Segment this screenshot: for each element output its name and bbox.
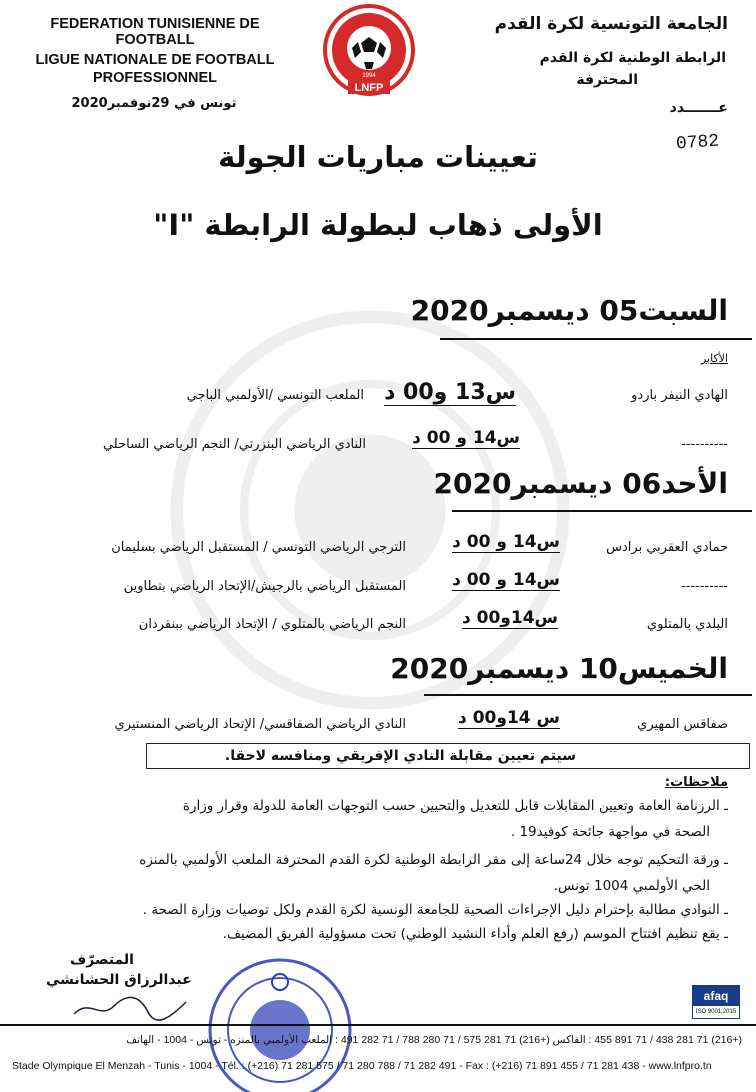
match-time: س13 و00 د [384, 380, 516, 405]
lnfp-logo [322, 4, 416, 108]
match-teams: النادي الرياضي البنزرتي/ النجم الرياضي الساحلي [102, 437, 366, 452]
match-teams: الملعب التونسي /الأولمبي الباجي [186, 388, 364, 403]
match-teams: الترجي الرياضي التونسي / المستقبل الرياضي بسليمان [111, 540, 406, 555]
match-stadium: الهادي النيفر باردو [631, 388, 728, 403]
notice-text: سيتم تعيين مقابلة النادي الإفريقي ومنافسه لاحقا. [224, 748, 576, 764]
signature-role: المتصرّف [70, 952, 134, 968]
category-label: الأكابر [700, 352, 728, 365]
footer-address-fr: Stade Olympique El Menzah - Tunis - 1004 - Tél. : (+216) 71 281 575 / 71 280 788 / 71 282 491 - Fax : (+216) 71 891 455 / 71 281 438 - www.lnfpro.tn [12, 1060, 712, 1072]
afaq-badge [692, 985, 740, 1019]
note-line: الصحة في مواجهة جائحة كوفيد19 . [510, 824, 710, 840]
match-stadium: ---------- [681, 437, 728, 452]
match-time: س14 و 00 د [412, 428, 520, 448]
match-teams: المستقبل الرياضي بالرجيش/الإتحاد الرياضي بتطاوين [123, 579, 406, 594]
signature-name: عبدالرزاق الحشانشي [46, 972, 192, 988]
note-line: ـ الرزنامة العامة وتعيين المقابلات قابل للتعديل والتحيين حسب التوجهات العامة للدولة وقرار وزارة [182, 798, 728, 814]
notes-heading: ملاحظات: [664, 775, 728, 790]
day-heading-1: السبت05 ديسمبر2020 [410, 294, 728, 327]
match-time: س 14و00 د [458, 708, 560, 728]
page-subtitle: الأولى ذهاب لبطولة الرابطة "I" [153, 208, 603, 242]
match-time: س14 و 00 د [452, 532, 560, 552]
league-name-ar: الرابطة الوطنية لكرة القدم [539, 50, 726, 66]
afaq-brand: afaq [693, 986, 739, 1006]
serial-number: 0782 [675, 131, 720, 155]
league-name-fr: LIGUE NATIONALE DE FOOTBALL [35, 52, 275, 68]
day-underline-1 [440, 338, 752, 340]
match-stadium: صفاقس المهيري [637, 717, 728, 732]
footer-divider [0, 1024, 756, 1026]
footer-address-ar: (+216) 71 281 438 / 71 891 455 : الفاكس (+216) 71 281 575 / 71 280 788 / 71 282 491 : الملعب الأولمبي بالمنزه - تونس - 1004 - الهاتف [126, 1034, 742, 1046]
day-underline-2 [452, 510, 752, 512]
note-line: ـ يقع تنظيم افتتاح الموسم (رفع العلم وأداء النشيد الوطني) تحت مسؤولية الفريق المضيف. [222, 926, 728, 942]
document-date: تونس في 29نوفمبر2020 [71, 96, 237, 111]
match-stadium: البلدي بالمتلوي [646, 617, 728, 632]
match-teams: النادي الرياضي الصفاقسي/ الإتحاد الرياضي المنستيري [114, 717, 406, 732]
match-teams: النجم الرياضي بالمتلوي / الإتحاد الرياضي ببنقردان [138, 617, 406, 632]
iso-certification: ISO 9001:2015 [695, 1009, 737, 1015]
note-line: الحي الأولمبي 1004 تونس. [553, 878, 710, 894]
match-time: س14و00 د [461, 608, 558, 628]
logo-text: LNFP [354, 82, 384, 94]
federation-name-fr: FEDERATION TUNISIENNE DE FOOTBALL [50, 16, 260, 48]
note-line: ـ ورقة التحكيم توجه خلال 24ساعة إلى مقر الرابطة الوطنية لكرة القدم المحترفة الملعب الأولمبي بالمنزه [139, 852, 728, 868]
league-name-fr-2: PROFESSIONNEL [92, 70, 218, 86]
note-line: ـ النوادي مطالبة بإحترام دليل الإجراءات الصحية للجامعة الونسية لكرة القدم ولكل توصيات وزارة الصحة . [142, 902, 728, 918]
league-name-ar-2: المحترفة [576, 72, 638, 88]
page-title: تعيينات مباريات الجولة [218, 140, 538, 174]
federation-name-ar: الجامعة التونسية لكرة القدم [494, 14, 728, 34]
logo-year: 1994 [362, 73, 376, 79]
reference-number-label: عـــــــدد [669, 100, 728, 116]
match-stadium: ---------- [681, 579, 728, 594]
handwritten-signature [70, 990, 190, 1024]
match-stadium: حمادي العقربي برادس [606, 540, 728, 555]
match-time: س14 و 00 د [452, 570, 560, 590]
day-underline-3 [424, 694, 752, 696]
day-heading-3: الخميس10 ديسمبر2020 [390, 652, 728, 685]
day-heading-2: الأحد06 ديسمبر2020 [433, 467, 728, 500]
